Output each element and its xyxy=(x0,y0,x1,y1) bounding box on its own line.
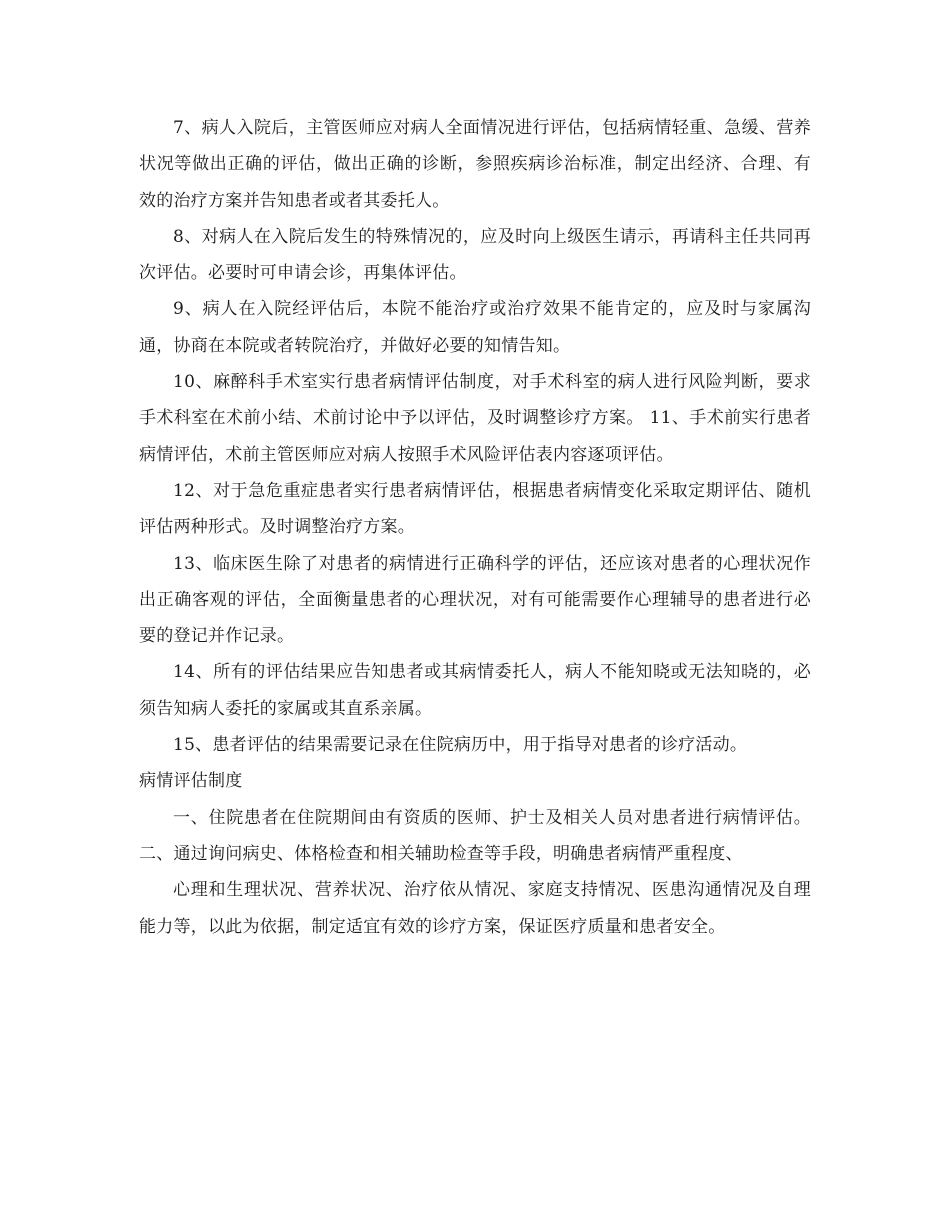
section-paragraph-continued: 心理和生理状况、营养状况、治疗依从情况、家庭支持情况、医患沟通情况及自理能力等，以此为依据，制定适宜有效的诊疗方案，保证医疗质量和患者安全。 xyxy=(139,880,811,937)
paragraph-14: 14、所有的评估结果应告知患者或其病情委托人，病人不能知晓或无法知晓的，必须告知病人委托的家属或其直系亲属。 xyxy=(139,662,811,719)
paragraph-8: 8、对病人在入院后发生的特殊情况的，应及时向上级医生请示，再请科主任共同再次评估。必要时可申请会诊，再集体评估。 xyxy=(139,226,811,284)
paragraph-10-11: 10、麻醉科手术室实行患者病情评估制度，对手术科室的病人进行风险判断，要求手术科室在术前小结、术前讨论中予以评估，及时调整诊疗方案。 11、手术前实行患者病情评估，术前主管医师应对病人按照手术风险评估表内容逐项评估。 xyxy=(139,372,811,465)
section-title: 病情评估制度 xyxy=(139,771,243,792)
section-paragraph-1-2: 一、住院患者在住院期间由有资质的医师、护士及相关人员对患者进行病情评估。 二、通过询问病史、体格检查和相关辅助检查等手段，明确患者病情严重程度、 xyxy=(139,807,811,864)
paragraph-7: 7、病人入院后，主管医师应对病人全面情况进行评估，包括病情轻重、急缓、营养状况等做出正确的评估，做出正确的诊断，参照疾病诊治标准，制定出经济、合理、有效的治疗方案并告知患者或者其委托人。 xyxy=(139,118,811,211)
paragraph-9: 9、病人在入院经评估后，本院不能治疗或治疗效果不能肯定的，应及时与家属沟通，协商在本院或者转院治疗，并做好必要的知情告知。 xyxy=(139,299,811,356)
document-body xyxy=(139,110,811,945)
paragraph-13: 13、临床医生除了对患者的病情进行正确科学的评估，还应该对患者的心理状况作出正确客观的评估，全面衡量患者的心理状况，对有可能需要作心理辅导的患者进行必要的登记并作记录。 xyxy=(139,553,811,647)
paragraph-15: 15、患者评估的结果需要记录在住院病历中，用于指导对患者的诊疗活动。 xyxy=(173,735,748,756)
paragraph-12: 12、对于急危重症患者实行患者病情评估，根据患者病情变化采取定期评估、随机评估两种形式。及时调整治疗方案。 xyxy=(139,480,811,538)
